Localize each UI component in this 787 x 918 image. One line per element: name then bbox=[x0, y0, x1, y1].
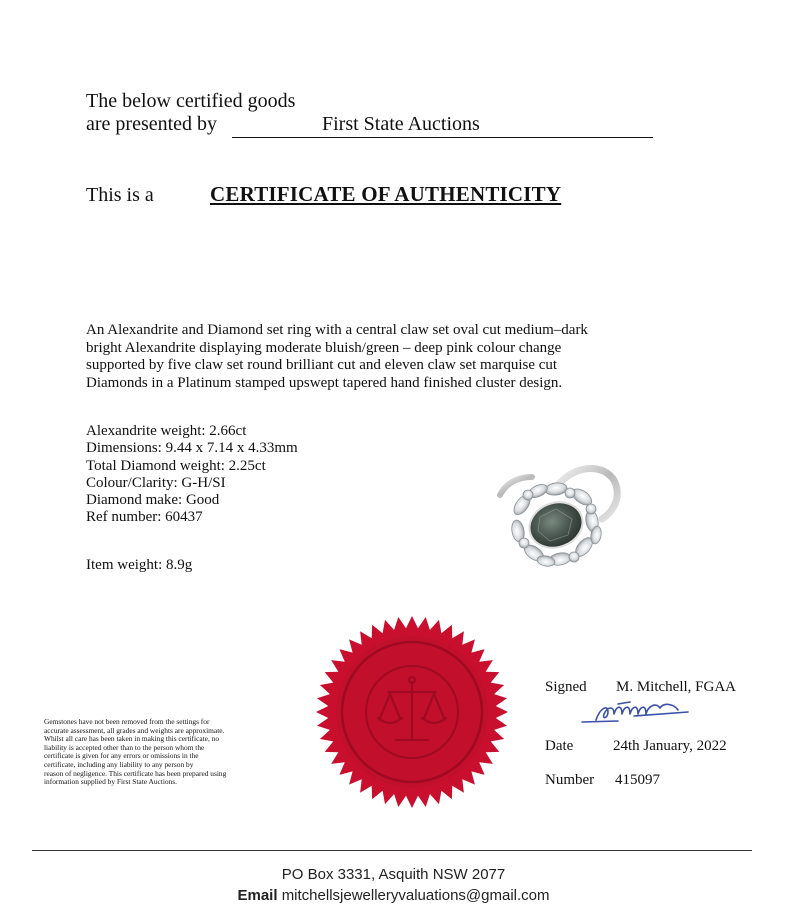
handwritten-signature-icon bbox=[578, 698, 698, 728]
certificate-prefix: This is a bbox=[86, 184, 154, 206]
disclaimer bbox=[44, 718, 284, 787]
footer-divider bbox=[32, 850, 752, 851]
spec-dimensions: Dimensions: 9.44 x 7.14 x 4.33mm bbox=[86, 440, 298, 457]
ring-photo bbox=[488, 455, 624, 589]
item-specs bbox=[86, 423, 298, 527]
number-value: 415097 bbox=[615, 772, 660, 788]
spec-ref-number: Ref number: 60437 bbox=[86, 509, 203, 526]
spec-diamond-make: Diamond make: Good bbox=[86, 492, 220, 509]
presented-line-2: are presented by bbox=[86, 113, 218, 135]
spec-alexandrite-weight: Alexandrite weight: 2.66ct bbox=[86, 423, 247, 439]
description-line: Diamonds in a Platinum stamped upswept tapered hand finished cluster design. bbox=[86, 374, 563, 391]
footer-email bbox=[0, 887, 787, 904]
disclaimer-line: accurate assessment, all grades and weights are approximate. bbox=[44, 725, 225, 735]
disclaimer-line: information supplied by First State Auctions. bbox=[44, 777, 178, 787]
footer-email-value[interactable]: mitchellsjewelleryvaluations@gmail.com bbox=[281, 887, 550, 904]
disclaimer-line: Whilst all care has been taken in making this certificate, no bbox=[44, 734, 220, 744]
description-line: An Alexandrite and Diamond set ring with a central claw set oval cut medium–dark bbox=[86, 322, 588, 338]
item-weight: Item weight: 8.9g bbox=[86, 557, 193, 573]
signed-label: Signed bbox=[545, 679, 587, 695]
disclaimer-line: Gemstones have not been removed from the settings for bbox=[44, 717, 210, 726]
signed-value: M. Mitchell, FGAA bbox=[616, 679, 736, 695]
description-line: bright Alexandrite displaying moderate bluish/green – deep pink colour change bbox=[86, 339, 562, 356]
presenter-name: First State Auctions bbox=[322, 113, 480, 135]
footer-email-label: Email bbox=[237, 887, 278, 904]
description-line: supported by five claw set round brilliant cut and eleven claw set marquise cut bbox=[86, 357, 558, 373]
footer-address: PO Box 3331, Asquith NSW 2077 bbox=[281, 866, 506, 883]
item-description bbox=[86, 322, 666, 392]
date-value: 24th January, 2022 bbox=[613, 738, 727, 754]
spec-total-diamond-weight: Total Diamond weight: 2.25ct bbox=[86, 457, 266, 474]
disclaimer-line: certificate, including any liability to any person by bbox=[44, 759, 194, 769]
spec-colour-clarity: Colour/Clarity: G-H/SI bbox=[86, 474, 226, 491]
wax-seal-icon bbox=[312, 612, 512, 812]
disclaimer-line: certificate is given for any errors or omissions in the bbox=[44, 751, 199, 761]
certificate-title: CERTIFICATE OF AUTHENTICITY bbox=[210, 182, 562, 206]
date-label: Date bbox=[545, 738, 574, 754]
disclaimer-line: liability is accepted other than to the person whom the bbox=[44, 742, 205, 752]
number-label: Number bbox=[545, 772, 595, 788]
presented-line-1: The below certified goods bbox=[86, 90, 296, 112]
disclaimer-line: reason of negligence. This certificate has been prepared using bbox=[44, 768, 227, 778]
presenter-field bbox=[232, 113, 653, 138]
